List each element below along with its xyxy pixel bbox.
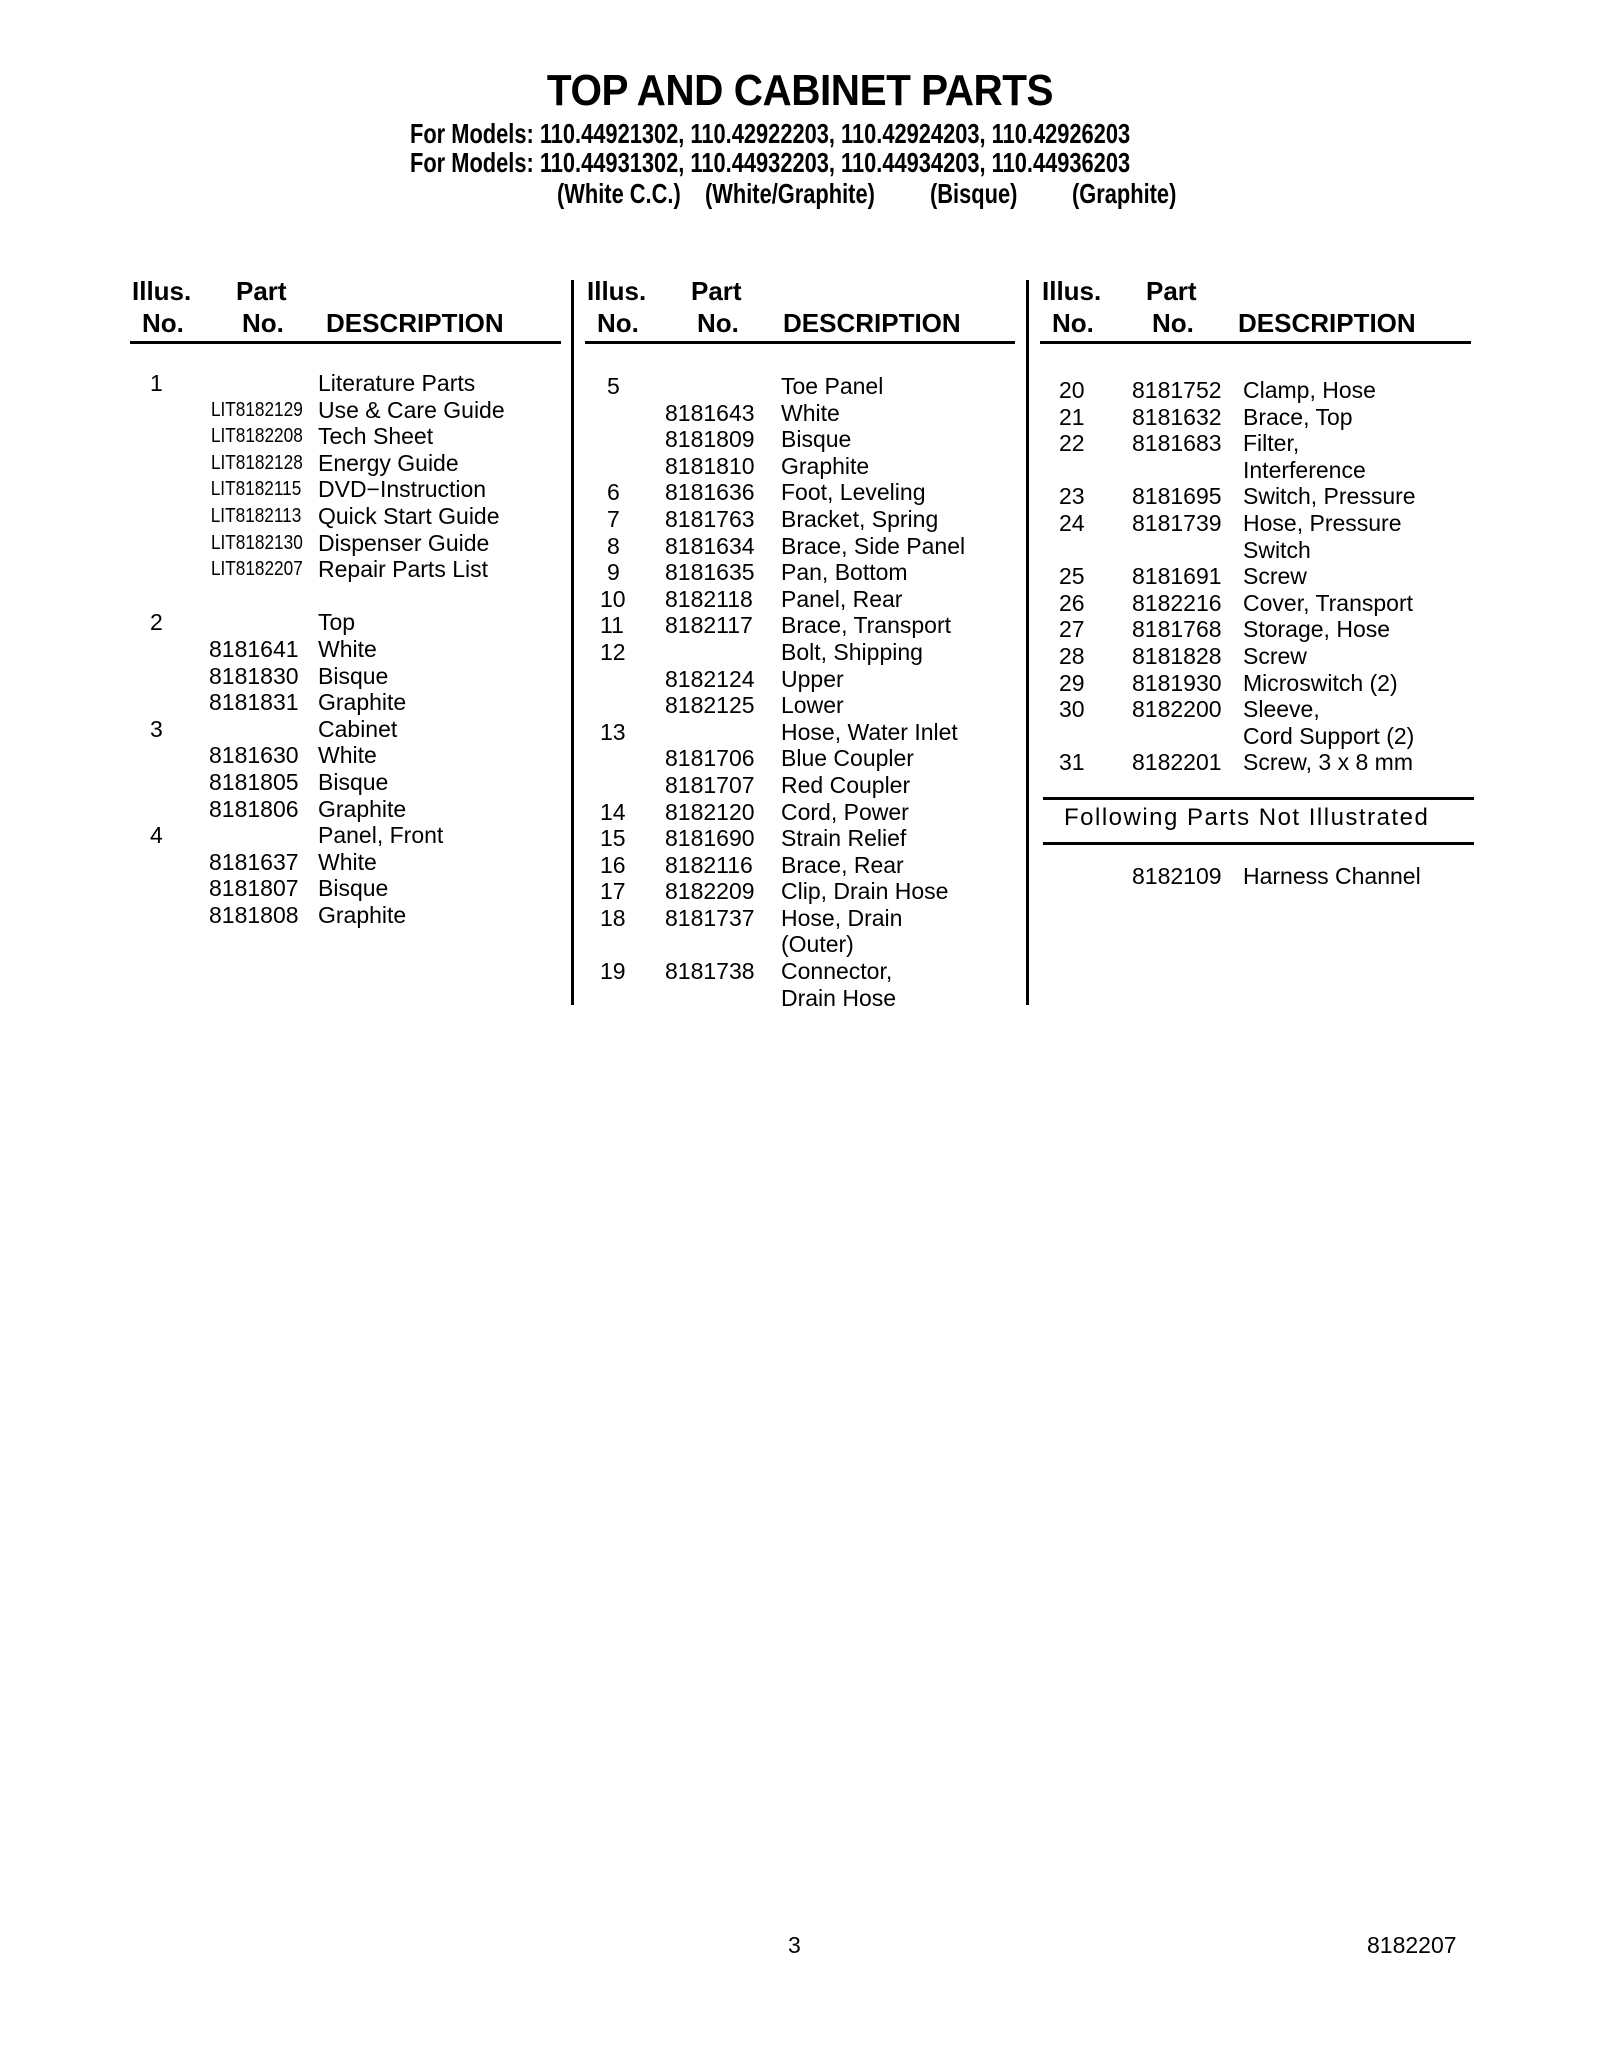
header-illus-bottom: No. — [1052, 308, 1094, 338]
not-illustrated-rule-bottom — [1043, 842, 1474, 845]
table-header — [130, 276, 560, 340]
not-illustrated-rule-top — [1043, 797, 1474, 800]
header-part-bottom: No. — [697, 308, 739, 338]
header-description: DESCRIPTION — [326, 308, 504, 338]
finish-white-cc: (White C.C.) — [557, 178, 681, 209]
parts-column-3: Illus. No. Part No. DESCRIPTION 20 8181752 Clamp, Hose 21 8181632 Brace, Top 22 8181683 Filter, Interference 23 8181695 Switch, Pressure 24 8181739 Hose, Pressure Switch 25 8181691 Screw 26 8182216 Cover, Transport 27 8181768 Storage, Hose 28 8181828 Screw 29 8181930 Microswitch (2) 30 8182200 Sleeve, Cord Support (2) 31 8182201 Screw, 3 x 8 mm — [1040, 276, 1472, 340]
not-illustrated-heading: Following Parts Not Illustrated — [1064, 804, 1430, 831]
header-illus-top: Illus. — [132, 276, 192, 306]
header-description: DESCRIPTION — [783, 308, 961, 338]
header-illus-bottom: No. — [597, 308, 639, 338]
table-header — [585, 276, 1015, 340]
column-divider-1 — [571, 280, 574, 1005]
header-rule — [585, 341, 1015, 344]
table-header — [1040, 276, 1472, 340]
finish-bisque: (Bisque) — [930, 178, 1018, 209]
header-part-top: Part — [691, 276, 742, 306]
parts-column-2: Illus. No. Part No. DESCRIPTION 5 Toe Panel 8181643 White 8181809 Bisque 8181810 Graphite 6 8181636 Foot, Leveling 7 8181763 Bracket, Spring 8 8181634 Brace, Side Panel 9 8181635 Pan, Bottom 10 8182118 Panel, Rear 11 8182117 Brace, Transport 12 Bolt, Shipping 8182124 Upper 8182125 Lower 13 Hose, Water Inlet 8181706 Blue Coupler 8181707 Red Coupler 14 8182120 Cord, Power 15 8181690 Strain Relief 16 8182116 Brace, Rear 17 8182209 Clip, Drain Hose 18 8181737 Hose, Drain (Outer) 19 8181738 Connector, Drain Hose — [585, 276, 1015, 340]
header-part-top: Part — [1146, 276, 1197, 306]
page-title: TOP AND CABINET PARTS — [546, 66, 1054, 115]
models-line-1: For Models: 110.44921302, 110.42922203, 110.42924203, 110.42926203 — [410, 118, 1131, 149]
finish-graphite: (Graphite) — [1072, 178, 1177, 209]
finish-white-graphite: (White/Graphite) — [705, 178, 875, 209]
header-part-bottom: No. — [1152, 308, 1194, 338]
not-illustrated-row: 8182109 Harness Channel — [1132, 863, 1421, 889]
page-number: 3 — [788, 1932, 801, 1958]
column-divider-2 — [1026, 280, 1029, 1005]
header-part-bottom: No. — [242, 308, 284, 338]
document-number: 8182207 — [1367, 1932, 1457, 1958]
header-part-top: Part — [236, 276, 287, 306]
header-description: DESCRIPTION — [1238, 308, 1416, 338]
header-rule — [130, 341, 561, 344]
parts-column-1: Illus. No. Part No. DESCRIPTION 1 Literature Parts LIT8182129 Use & Care Guide LIT8182208 Tech Sheet LIT8182128 Energy Guide LIT8182115 DVD−Instruction LIT8182113 Quick Start Guide LIT8182130 Dispenser Guide LIT8182207 Repair Parts List 2 Top 8181641 White 8181830 Bisque 8181831 Graphite 3 Cabinet 8181630 White 8181805 Bisque 8181806 Graphite 4 Panel, Front 8181637 White 8181807 Bisque 8181808 Graphite — [130, 276, 560, 340]
models-line-2: For Models: 110.44931302, 110.44932203, 110.44934203, 110.44936203 — [410, 147, 1131, 178]
header-illus-bottom: No. — [142, 308, 184, 338]
header-rule — [1040, 341, 1471, 344]
header-illus-top: Illus. — [1042, 276, 1102, 306]
header-illus-top: Illus. — [587, 276, 647, 306]
